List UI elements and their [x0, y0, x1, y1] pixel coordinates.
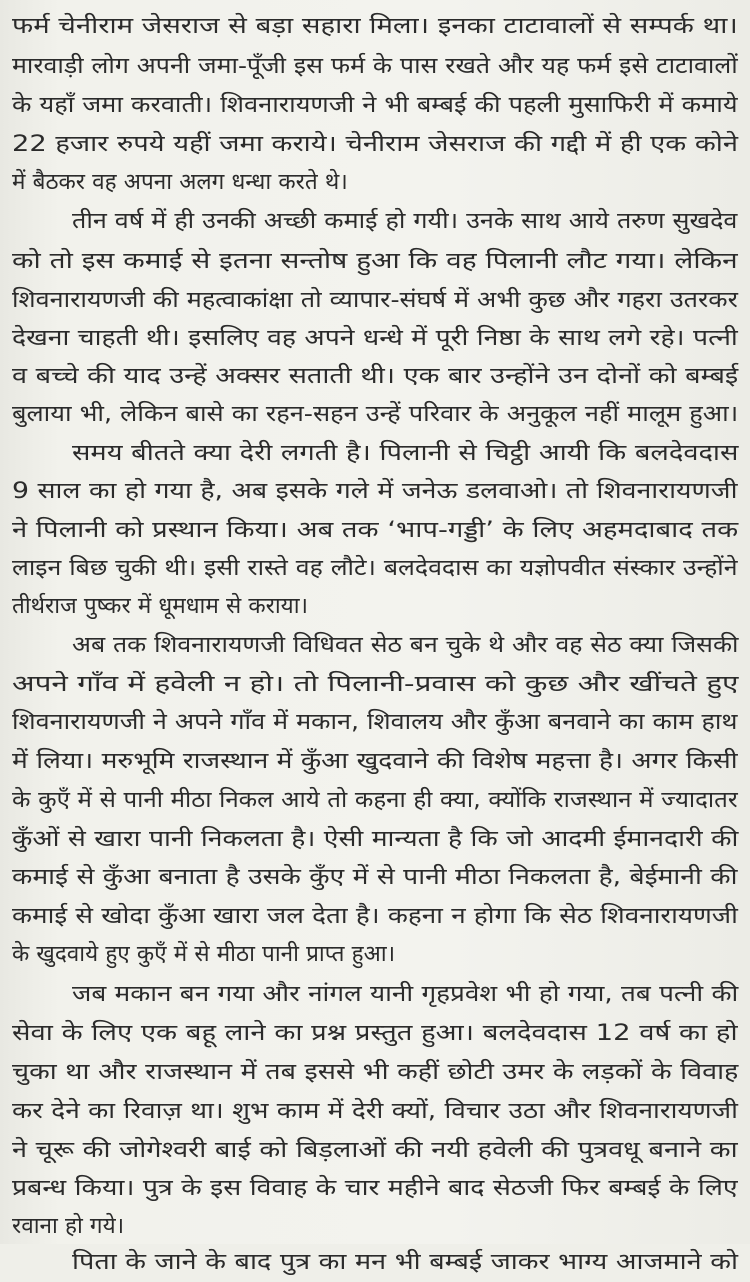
text-line: शिवनारायणजी ने अपने गाँव में मकान, शिवालय और कुँआ बनवाने का काम हाथ [12, 709, 738, 735]
text-line: तीर्थराज पुष्कर में धूमधाम से कराया। [12, 593, 309, 619]
text-line: लाइन बिछ चुकी थी। इसी रास्ते वह लौटे। बलदेवदास का यज्ञोपवीत संस्कार उन्होंने [12, 555, 738, 581]
text-line: 9 साल का हो गया है, अब इसके गले में जनेऊ डलवाओ। तो शिवनारायणजी [12, 478, 738, 504]
text-line: देखना चाहती थी। इसलिए वह अपने धन्धे में पूरी निष्ठा के साथ लगे रहे। पत्नी [12, 325, 738, 351]
text-line: ने पिलानी को प्रस्थान किया। अब तक ‘भाप-गड्डी’ के लिए अहमदाबाद तक [12, 517, 739, 543]
text-line: कमाई से खोदा कुँआ खारा जल देता है। कहना न होगा कि सेठ शिवनारायणजी [12, 903, 738, 929]
text-line: कमाई से कुँआ बनाता है उसके कुँए में से पानी मीठा निकलता है, बेईमानी की [12, 864, 738, 890]
text-line: समय बीतते क्या देरी लगती है। पिलानी से चिट्ठी आयी कि बलदेवदास [72, 440, 739, 466]
text-line: चुका था और राजस्थान में तब इससे भी कहीं छोटी उमर के लड़कों के विवाह [12, 1059, 739, 1085]
text-line: शिवनारायणजी की महत्वाकांक्षा तो व्यापार-संघर्ष में अभी कुछ और गहरा उतरकर [12, 287, 738, 313]
text-line: रवाना हो गये। [12, 1213, 125, 1239]
text-line: में बैठकर वह अपना अलग धन्धा करते थे। [12, 169, 348, 195]
text-line: कर देने का रिवाज़ था। शुभ काम में देरी क्यों, विचार उठा और शिवनारायणजी [12, 1098, 738, 1124]
text-line: के कुएँ में से पानी मीठा निकल आये तो कहना ही क्या, क्योंकि राजस्थान में ज्यादातर [12, 787, 738, 813]
text-line: कुँओं से खारा पानी निकलता है। ऐसी मान्यता है कि जो आदमी ईमानदारी की [12, 826, 739, 852]
text-line: 22 हजार रुपये यहीं जमा कराये। चेनीराम जेसराज की गद्दी में ही एक कोने [12, 131, 739, 157]
text-line: ने चूरू की जोगेश्वरी बाई को बिड़लाओं की नयी हवेली की पुत्रवधू बनाने का [12, 1137, 738, 1163]
text-line: मारवाड़ी लोग अपनी जमा-पूँजी इस फर्म के पास रखते और यह फर्म इसे टाटावालों [12, 53, 738, 79]
text-line: के यहाँ जमा करवाती। शिवनारायणजी ने भी बम्बई की पहली मुसाफिरी में कमाये [12, 92, 738, 118]
text-line: अपने गाँव में हवेली न हो। तो पिलानी-प्रवास को कुछ और खींचते हुए [12, 671, 739, 697]
text-line: व बच्चे की याद उन्हें अक्सर सताती थी। एक बार उन्होंने उन दोनों को बम्बई [12, 363, 739, 389]
text-line: को तो इस कमाई से इतना सन्तोष हुआ कि वह पिलानी लौट गया। लेकिन [12, 248, 738, 274]
text-line: के खुदवाये हुए कुएँ में से मीठा पानी प्राप्त हुआ। [12, 941, 396, 967]
text-line: जब मकान बन गया और नांगल यानी गृहप्रवेश भी हो गया, तब पत्नी की [72, 981, 739, 1007]
text-line: फर्म चेनीराम जेसराज से बड़ा सहारा मिला। इनका टाटावालों से सम्पर्क था। [12, 13, 738, 39]
text-line: सेवा के लिए एक बहू लाने का प्रश्न प्रस्तुत हुआ। बलदेवदास 12 वर्ष का हो [12, 1020, 738, 1046]
text-line: पिता के जाने के बाद पुत्र का मन भी बम्बई जाकर भाग्य आजमाने को [72, 1249, 738, 1275]
text-line: बुलाया भी, लेकिन बासे का रहन-सहन उन्हें परिवार के अनुकूल नहीं मालूम हुआ। [12, 401, 739, 427]
text-line: में लिया। मरुभूमि राजस्थान में कुँआ खुदवाने की विशेष महत्ता है। अगर किसी [12, 748, 738, 774]
text-line: अब तक शिवनारायणजी विधिवत सेठ बन चुके थे और वह सेठ क्या जिसकी [72, 632, 739, 658]
text-line: प्रबन्ध किया। पुत्र के इस विवाह के चार महीने बाद सेठजी फिर बम्बई के लिए [12, 1175, 738, 1201]
text-line: तीन वर्ष में ही उनकी अच्छी कमाई हो गयी। उनके साथ आये तरुण सुखदेव [72, 208, 738, 234]
